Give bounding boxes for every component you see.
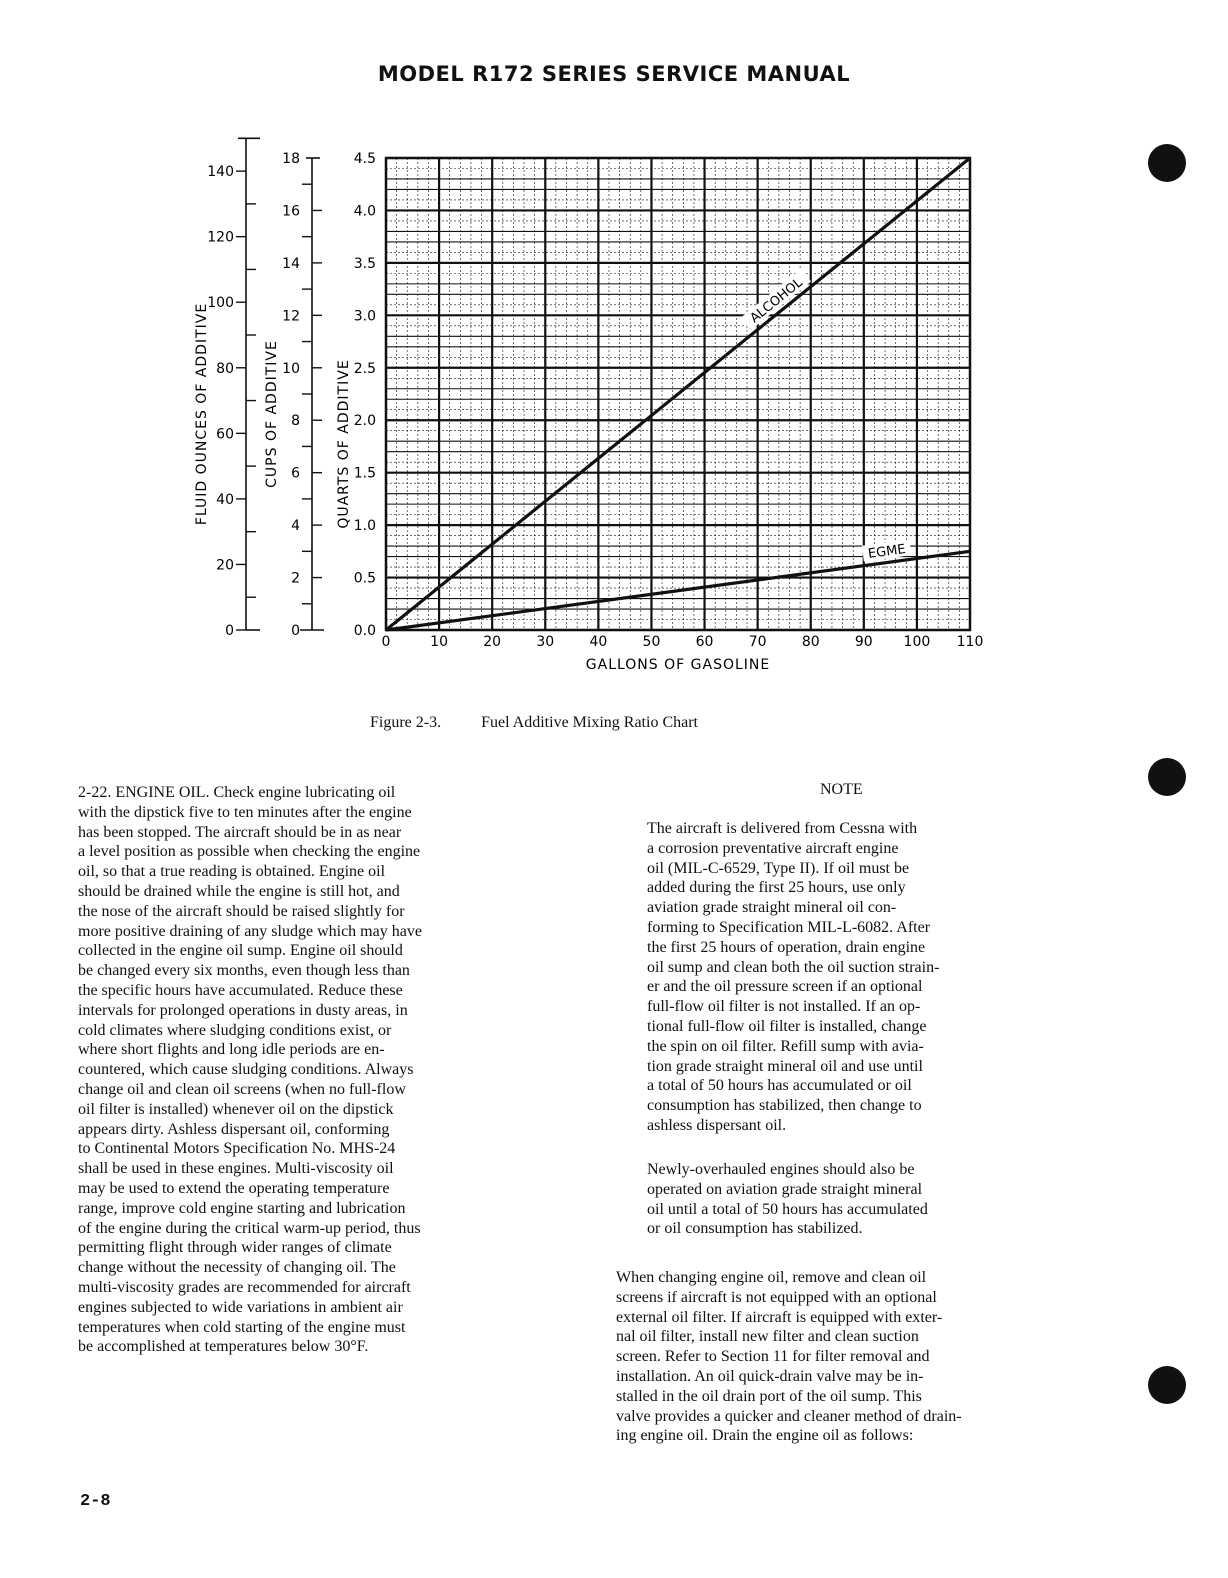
note-paragraph-1 <box>647 819 939 1136</box>
text-line: the specific hours have accumulated. Reduce these <box>78 981 403 999</box>
text-line: screen. Refer to Section 11 for filter removal and <box>616 1348 930 1366</box>
cups-tick-label: 18 <box>282 151 300 167</box>
note-line: oil sump and clean both the oil suction strain- <box>647 958 940 976</box>
note-line: full-flow oil filter is not installed. If an op- <box>647 998 921 1016</box>
text-line: ing engine oil. Drain the engine oil as follows: <box>616 1427 914 1445</box>
x-tick-label: 60 <box>695 634 714 650</box>
text-line: change oil and clean oil screens (when no full-flow <box>78 1080 406 1098</box>
series-label-group <box>740 269 811 331</box>
ounces-tick-label: 0 <box>225 623 234 639</box>
text-line: shall be used in these engines. Multi-viscosity oil <box>78 1160 394 1178</box>
series-label: ALCOHOL <box>747 275 806 327</box>
punch-hole-bottom <box>1148 1366 1186 1404</box>
ounces-tick-label: 20 <box>216 557 234 574</box>
note-line: ashless dispersant oil. <box>647 1116 787 1134</box>
text-line: with the dipstick five to ten minutes after the engine <box>78 803 412 821</box>
cups-tick-label: 16 <box>282 203 300 220</box>
y-tick-label: 3.5 <box>353 255 376 272</box>
y-tick-label: 4.5 <box>353 151 376 167</box>
text-line: a level position as possible when checking the engine <box>78 843 421 861</box>
x-tick-label: 50 <box>642 634 661 650</box>
chart-axes <box>236 138 324 630</box>
text-line: may be used to extend the operating temperature <box>78 1179 390 1197</box>
text-line: installation. An oil quick-drain valve may be in- <box>616 1367 924 1385</box>
note-line: tion grade straight mineral oil and use until <box>647 1057 923 1075</box>
note-line: added during the first 25 hours, use only <box>647 879 906 897</box>
text-line: oil, so that a true reading is obtained. Engine oil <box>78 863 386 881</box>
x-tick-label: 90 <box>854 634 873 650</box>
text-line: should be drained while the engine is still hot, and <box>78 882 400 900</box>
cups-tick-label: 12 <box>282 308 300 325</box>
left-column <box>78 783 422 1357</box>
x-tick-label: 10 <box>430 634 449 650</box>
cups-tick-label: 2 <box>291 570 300 587</box>
note-line: The aircraft is delivered from Cessna with <box>647 820 918 837</box>
ounces-axis-label: FLUID OUNCES OF ADDITIVE <box>194 302 210 526</box>
text-line: 2-22. ENGINE OIL. Check engine lubricating oil <box>78 784 396 801</box>
x-tick-label: 110 <box>956 634 984 650</box>
cups-tick-label: 4 <box>291 518 300 535</box>
text-line: valve provides a quicker and cleaner method of drain- <box>616 1407 962 1425</box>
x-tick-label: 0 <box>381 634 391 650</box>
ounces-tick-label: 60 <box>216 426 234 443</box>
series-label: EGME <box>867 541 907 562</box>
note-line: er and the oil pressure screen if an optional <box>647 978 923 996</box>
text-line: be changed every six months, even though less than <box>78 962 410 980</box>
text-line: where short flights and long idle periods are en- <box>78 1041 385 1059</box>
text-line: When changing engine oil, remove and clean oil <box>616 1269 927 1286</box>
ounces-tick-label: 120 <box>207 229 234 246</box>
note-line: a total of 50 hours has accumulated or oil <box>647 1077 912 1095</box>
text-line: countered, which cause sludging conditions. Always <box>78 1061 414 1079</box>
x-axis-label: GALLONS OF GASOLINE <box>585 657 771 673</box>
text-line: be accomplished at temperatures below 30°F. <box>78 1338 369 1356</box>
text-line: stalled in the oil drain port of the oil sump. This <box>616 1387 922 1405</box>
text-line: external oil filter. If aircraft is equipped with exter- <box>616 1308 943 1326</box>
figure-label: Figure 2-3. <box>370 714 442 731</box>
x-tick-label: 100 <box>903 634 931 650</box>
y-tick-label: 4.0 <box>353 203 376 220</box>
x-tick-label: 40 <box>589 634 608 650</box>
y-tick-label: 2.5 <box>353 360 376 377</box>
right-column <box>616 1268 962 1446</box>
note-paragraph-2 <box>647 1160 928 1239</box>
y-tick-label: 3.0 <box>353 308 376 325</box>
series-line-egme <box>386 551 970 630</box>
y-tick-label: 0.0 <box>353 623 376 639</box>
mixing-ratio-chart <box>0 0 1228 700</box>
x-tick-label: 30 <box>536 634 555 650</box>
y-axis-label: QUARTS OF ADDITIVE <box>336 359 352 529</box>
cups-tick-label: 10 <box>282 360 300 377</box>
text-line: multi-viscosity grades are recommended for aircraft <box>78 1278 411 1296</box>
cups-tick-label: 6 <box>291 465 300 482</box>
punch-hole-middle <box>1148 758 1186 796</box>
text-line: collected in the engine oil sump. Engine oil should <box>78 942 403 960</box>
y-tick-label: 0.5 <box>353 570 376 587</box>
chart-series <box>386 158 970 630</box>
text-line: of the engine during the critical warm-up period, thus <box>78 1219 421 1237</box>
text-line: range, improve cold engine starting and lubrication <box>78 1199 406 1217</box>
text-line: to Continental Motors Specification No. MHS-24 <box>78 1140 396 1158</box>
text-line: nal oil filter, install new filter and clean suction <box>616 1328 919 1346</box>
punch-hole-top <box>1148 144 1186 182</box>
cups-tick-label: 0 <box>291 623 300 639</box>
ounces-tick-label: 80 <box>216 360 234 377</box>
note-line: the first 25 hours of operation, drain engine <box>647 938 926 956</box>
note-line: tional full-flow oil filter is installed, change <box>647 1017 927 1035</box>
note-line: aviation grade straight mineral oil con- <box>647 899 897 917</box>
page-number: 2-8 <box>80 1492 111 1511</box>
y-tick-label: 1.5 <box>353 465 376 482</box>
text-line: change without the necessity of changing oil. The <box>78 1259 396 1277</box>
text-line: has been stopped. The aircraft should be in as near <box>78 823 402 841</box>
ounces-tick-label: 40 <box>216 491 234 508</box>
cups-axis-label: CUPS OF ADDITIVE <box>264 340 280 488</box>
figure-caption <box>370 714 698 732</box>
text-line: more positive draining of any sludge which may have <box>78 922 422 940</box>
y-tick-label: 2.0 <box>353 413 376 430</box>
note-line: oil (MIL-C-6529, Type II). If oil must be <box>647 859 910 877</box>
note-line: a corrosion preventative aircraft engine <box>647 839 899 857</box>
note-line: the spin on oil filter. Refill sump with avia- <box>647 1037 924 1055</box>
note-line: or oil consumption has stabilized. <box>647 1220 863 1238</box>
figure-title: Fuel Additive Mixing Ratio Chart <box>481 714 698 731</box>
page-header: MODEL R172 SERIES SERVICE MANUAL <box>377 62 851 86</box>
note-title: NOTE <box>820 781 863 798</box>
text-line: engines subjected to wide variations in ambient air <box>78 1298 403 1316</box>
text-line: the nose of the aircraft should be raised slightly for <box>78 902 405 920</box>
text-line: oil filter is installed) whenever oil on the dipstick <box>78 1100 394 1118</box>
text-line: cold climates where sludging conditions exist, or <box>78 1021 392 1039</box>
x-tick-label: 20 <box>483 634 502 650</box>
x-tick-label: 70 <box>748 634 767 650</box>
text-line: screens if aircraft is not equipped with an optional <box>616 1288 937 1306</box>
text-line: permitting flight through wider ranges of climate <box>78 1239 392 1257</box>
note-line: consumption has stabilized, then change to <box>647 1097 922 1115</box>
x-tick-label: 80 <box>801 634 820 650</box>
text-line: intervals for prolonged operations in dusty areas, in <box>78 1001 408 1019</box>
ounces-tick-label: 140 <box>207 164 234 181</box>
note-line: Newly-overhauled engines should also be <box>647 1161 915 1178</box>
cups-tick-label: 8 <box>291 413 300 430</box>
note-line: oil until a total of 50 hours has accumulated <box>647 1200 928 1218</box>
note-line: operated on aviation grade straight mineral <box>647 1180 923 1198</box>
y-tick-label: 1.0 <box>353 518 376 535</box>
text-line: appears dirty. Ashless dispersant oil, conforming <box>78 1120 390 1138</box>
note-line: forming to Specification MIL-L-6082. After <box>647 918 931 936</box>
cups-tick-label: 14 <box>282 255 300 272</box>
text-line: temperatures when cold starting of the engine must <box>78 1318 406 1336</box>
ounces-tick-label: 100 <box>207 295 234 312</box>
